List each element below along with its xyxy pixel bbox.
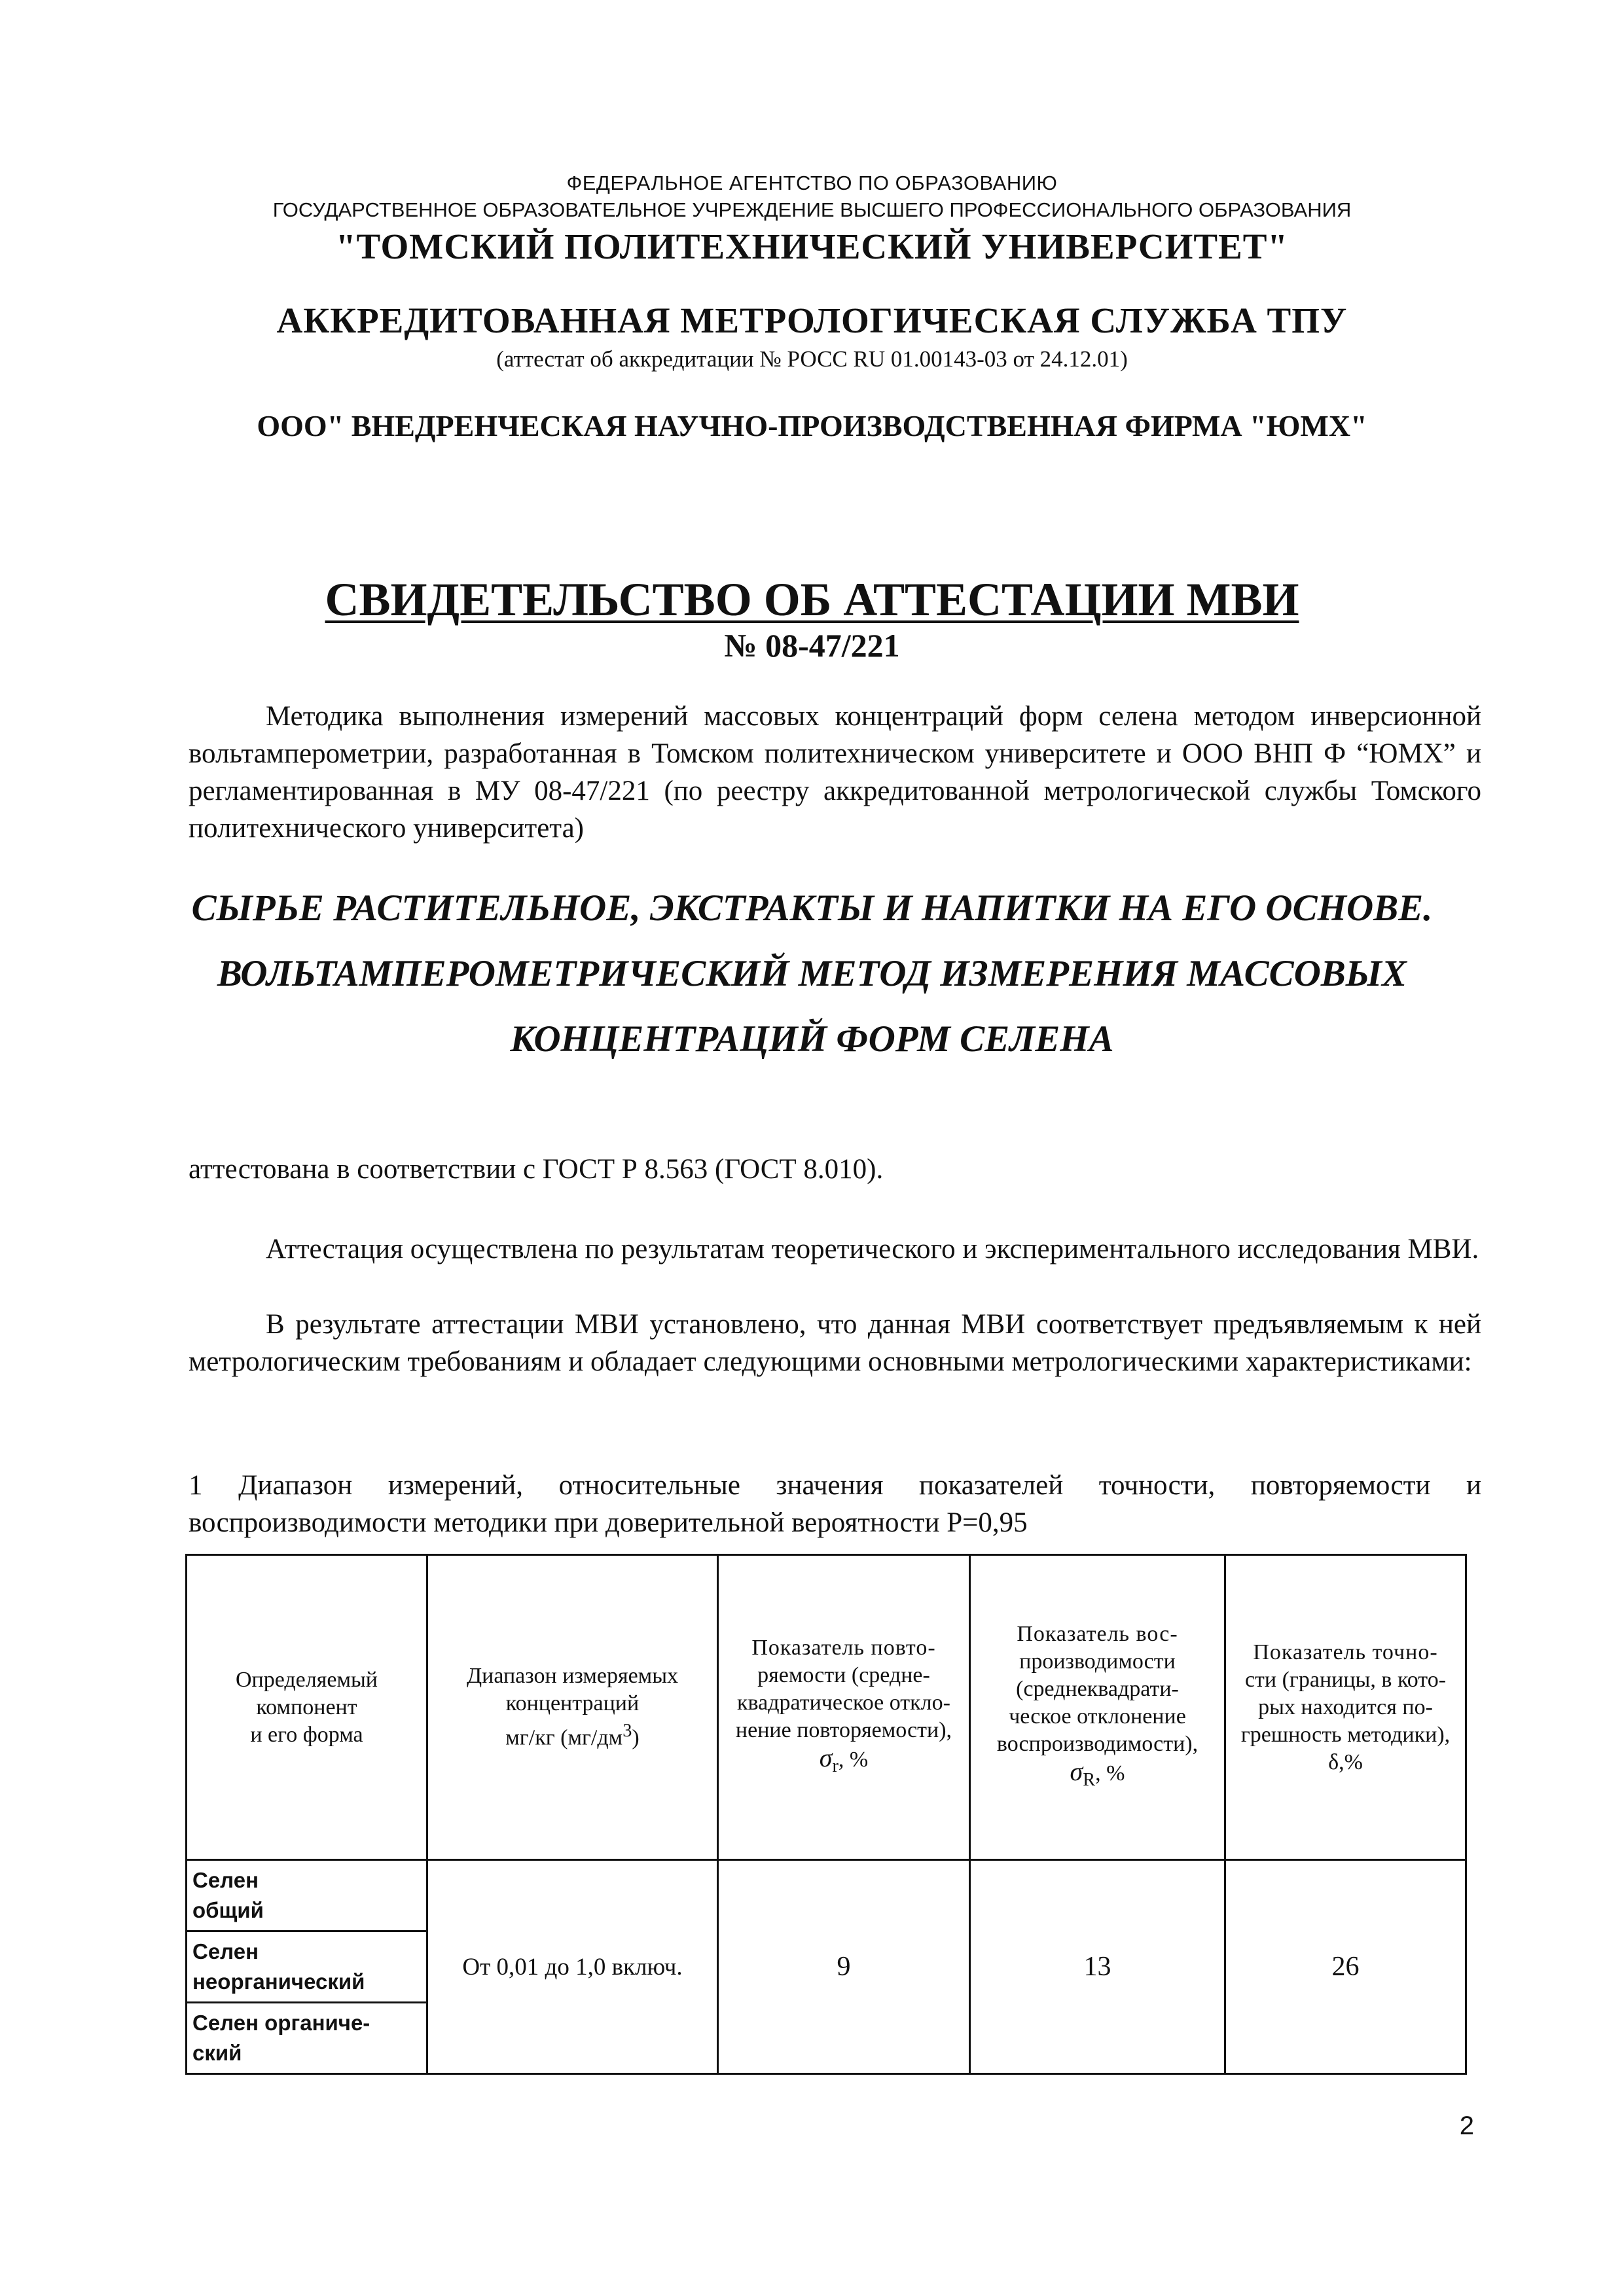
reproducibility-value: 13 [970, 1860, 1225, 2074]
subject-line: ВОЛЬТАМПЕРОМЕТРИЧЕСКИЙ МЕТОД ИЗМЕРЕНИЯ МАССОВЫХ [217, 953, 1407, 994]
institution-line: ГОСУДАРСТВЕННОЕ ОБРАЗОВАТЕЛЬНОЕ УЧРЕЖДЕНИЕ ВЫСШЕГО ПРОФЕССИОНАЛЬНОГО ОБРАЗОВАНИЯ [272, 198, 1352, 221]
metrology-table [185, 1554, 1467, 2075]
certificate-number: № 08-47/221 [724, 627, 900, 664]
header-accuracy: Показатель точно- сти (границы, в кото- рых находится по- грешность методики), δ,% [1225, 1555, 1466, 1860]
subject-line: КОНЦЕНТРАЦИЙ ФОРМ СЕЛЕНА [510, 1018, 1114, 1060]
header-repeatability: Показатель повто- ряемости (средне- квадратическое откло- нение повторяемости), $\sigma_r$, % [718, 1555, 970, 1860]
attested-statement: аттестована в соответствии с ГОСТ Р 8.563 (ГОСТ 8.010). [189, 1154, 884, 1185]
header-component: Определяемый компонент и его форма [187, 1555, 427, 1860]
table-header-row [187, 1555, 1466, 1860]
component-organic-selenium: Селен органиче- ский [187, 2003, 427, 2074]
repeatability-value: 9 [718, 1860, 970, 2074]
subject-line: СЫРЬЕ РАСТИТЕЛЬНОЕ, ЭКСТРАКТЫ И НАПИТКИ НА ЕГО ОСНОВЕ. [191, 888, 1433, 929]
method-description: Методика выполнения измерений массовых концентраций форм селена методом инверсионной вольтамперометрии, разработанная в Томском политехническом университете и ООО ВНП Ф “ЮМХ” и регламентированная в МУ 08-47/221 (по реестру аккредитованной метрологической службы Томского политехнического университета) [189, 701, 1481, 844]
section-1-heading: 1 Диапазон измерений, относительные значения показателей точности, повторяемости и воспроизводимости методики при доверительной вероятности Р=0,95 [189, 1470, 1481, 1538]
certificate-title: СВИДЕТЕЛЬСТВО ОБ АТТЕСТАЦИИ МВИ [325, 573, 1299, 626]
table-row [187, 1860, 1466, 1931]
range-value: От 0,01 до 1,0 включ. [427, 1860, 718, 2074]
page-number: 2 [1459, 2111, 1474, 2140]
header-reproducibility: Показатель вос- производимости (среднеквадрати- ческое отклонение воспроизводимости), $\sigma_R$, % [970, 1555, 1225, 1860]
company-name: ООО" ВНЕДРЕНЧЕСКАЯ НАУЧНО-ПРОИЗВОДСТВЕННАЯ ФИРМА "ЮМХ" [257, 409, 1367, 442]
university-name: "ТОМСКИЙ ПОЛИТЕХНИЧЕСКИЙ УНИВЕРСИТЕТ" [336, 226, 1288, 266]
header-range: Диапазон измеряемых концентраций мг/кг $(мг/дм^3)$ [427, 1555, 718, 1860]
attestation-basis: Аттестация осуществлена по результатам теоретического и экспериментального исследования МВИ. [266, 1234, 1479, 1265]
component-inorganic-selenium: Селен неорганический [187, 1931, 427, 2003]
attestation-result: В результате аттестации МВИ установлено, что данная МВИ соответствует предъявляемым к ней метрологическим требованиям и обладает следующими основными метрологическими характеристиками: [189, 1309, 1481, 1377]
agency-line: ФЕДЕРАЛЬНОЕ АГЕНТСТВО ПО ОБРАЗОВАНИЮ [566, 171, 1058, 194]
accuracy-value: 26 [1225, 1860, 1466, 2074]
accreditation-line: (аттестат об аккредитации № РОСС RU 01.00143-03 от 24.12.01) [496, 346, 1128, 372]
metrology-service-title: АККРЕДИТОВАННАЯ МЕТРОЛОГИЧЕСКАЯ СЛУЖБА ТПУ [276, 300, 1348, 340]
component-total-selenium: Селен общий [187, 1860, 427, 1931]
method-subject [0, 876, 1624, 1072]
